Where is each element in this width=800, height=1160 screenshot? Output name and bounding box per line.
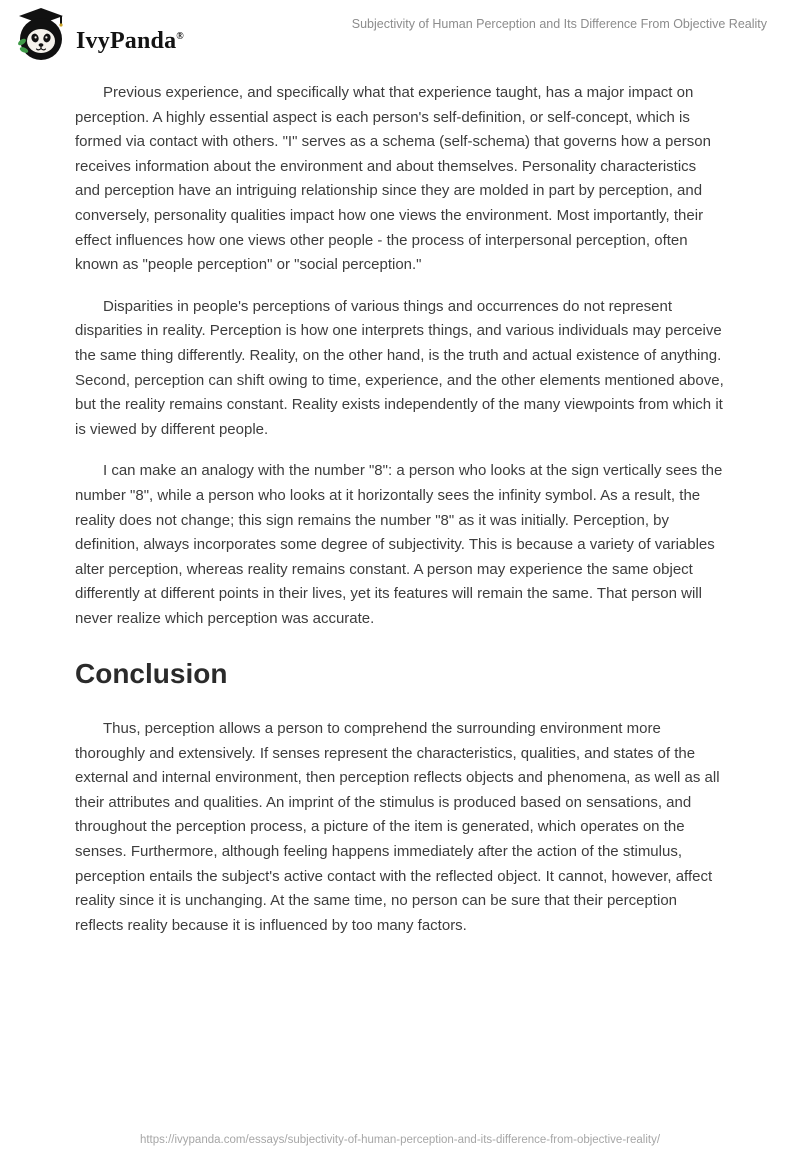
document-title: Subjectivity of Human Perception and Its Difference From Objective Reality	[351, 17, 767, 31]
panda-graduation-cap-icon	[16, 8, 66, 67]
conclusion-heading: Conclusion	[75, 658, 228, 690]
source-url: https://ivypanda.com/essays/subjectivity-of-human-perception-and-its-difference-from-objective-reality/	[139, 1134, 661, 1146]
registered-trademark-symbol: ®	[176, 30, 184, 42]
page-header	[0, 0, 800, 67]
essay-body	[0, 67, 800, 938]
page-footer	[0, 1130, 800, 1148]
essay-paragraph: Previous experience, and specifically what that experience taught, has a major impact on perception. A highly essential aspect is each person's self-definition, or self-concept, which is formed via contact with others. "I" serves as a schema (self-schema) that governs how a person receives information about the environment and about themselves. Personality characteristics and perception have an intriguing relationship since they are molded in part by perception, and conversely, personality qualities impact how one views the environment. Most importantly, their effect influences how one views other people - the process of interpersonal perception, often known as "people perception" or "social perception."	[75, 84, 711, 274]
essay-paragraph: Disparities in people's perceptions of various things and occurrences do not represent disparities in reality. Perception is how one interprets things, and various individuals may perceive the same thing differently. Reality, on the other hand, is the truth and actual existence of anything. Second, perception can shift owing to time, experience, and the other elements mentioned above, but the reality remains constant. Reality exists independently of the many viewpoints from which it is viewed by different people.	[75, 297, 724, 438]
essay-paragraph: I can make an analogy with the number "8": a person who looks at the sign vertically sees the number "8", while a person who looks at it horizontally sees the infinity symbol. As a result, the reality does not change; this sign remains the number "8" as it was initially. Perception, by definition, always incorporates some degree of subjectivity. This is because a variety of variables alter perception, whereas reality remains constant. A person may experience the same object differently at different points in their lives, yet its features will remain the same. That person will never realize which perception was accurate.	[75, 462, 723, 627]
ivypanda-logo[interactable]	[16, 8, 184, 67]
brand-name: IvyPanda®	[76, 27, 184, 54]
essay-paragraph: Thus, perception allows a person to comprehend the surrounding environment more thoroughly and extensively. If senses represent the characteristics, qualities, and states of the external and internal environment, then perception reflects objects and phenomena, as well as all their attributes and qualities. An imprint of the stimulus is produced based on sensations, and throughout the perception process, a picture of the item is generated, which operates on the senses. Furthermore, although feeling happens immediately after the action of the stimulus, perception entails the subject's active contact with the reflected object. It cannot, however, affect reality since it is unchanging. At the same time, no person can be sure that their perception reflects reality because it is influenced by too many factors.	[75, 720, 720, 934]
